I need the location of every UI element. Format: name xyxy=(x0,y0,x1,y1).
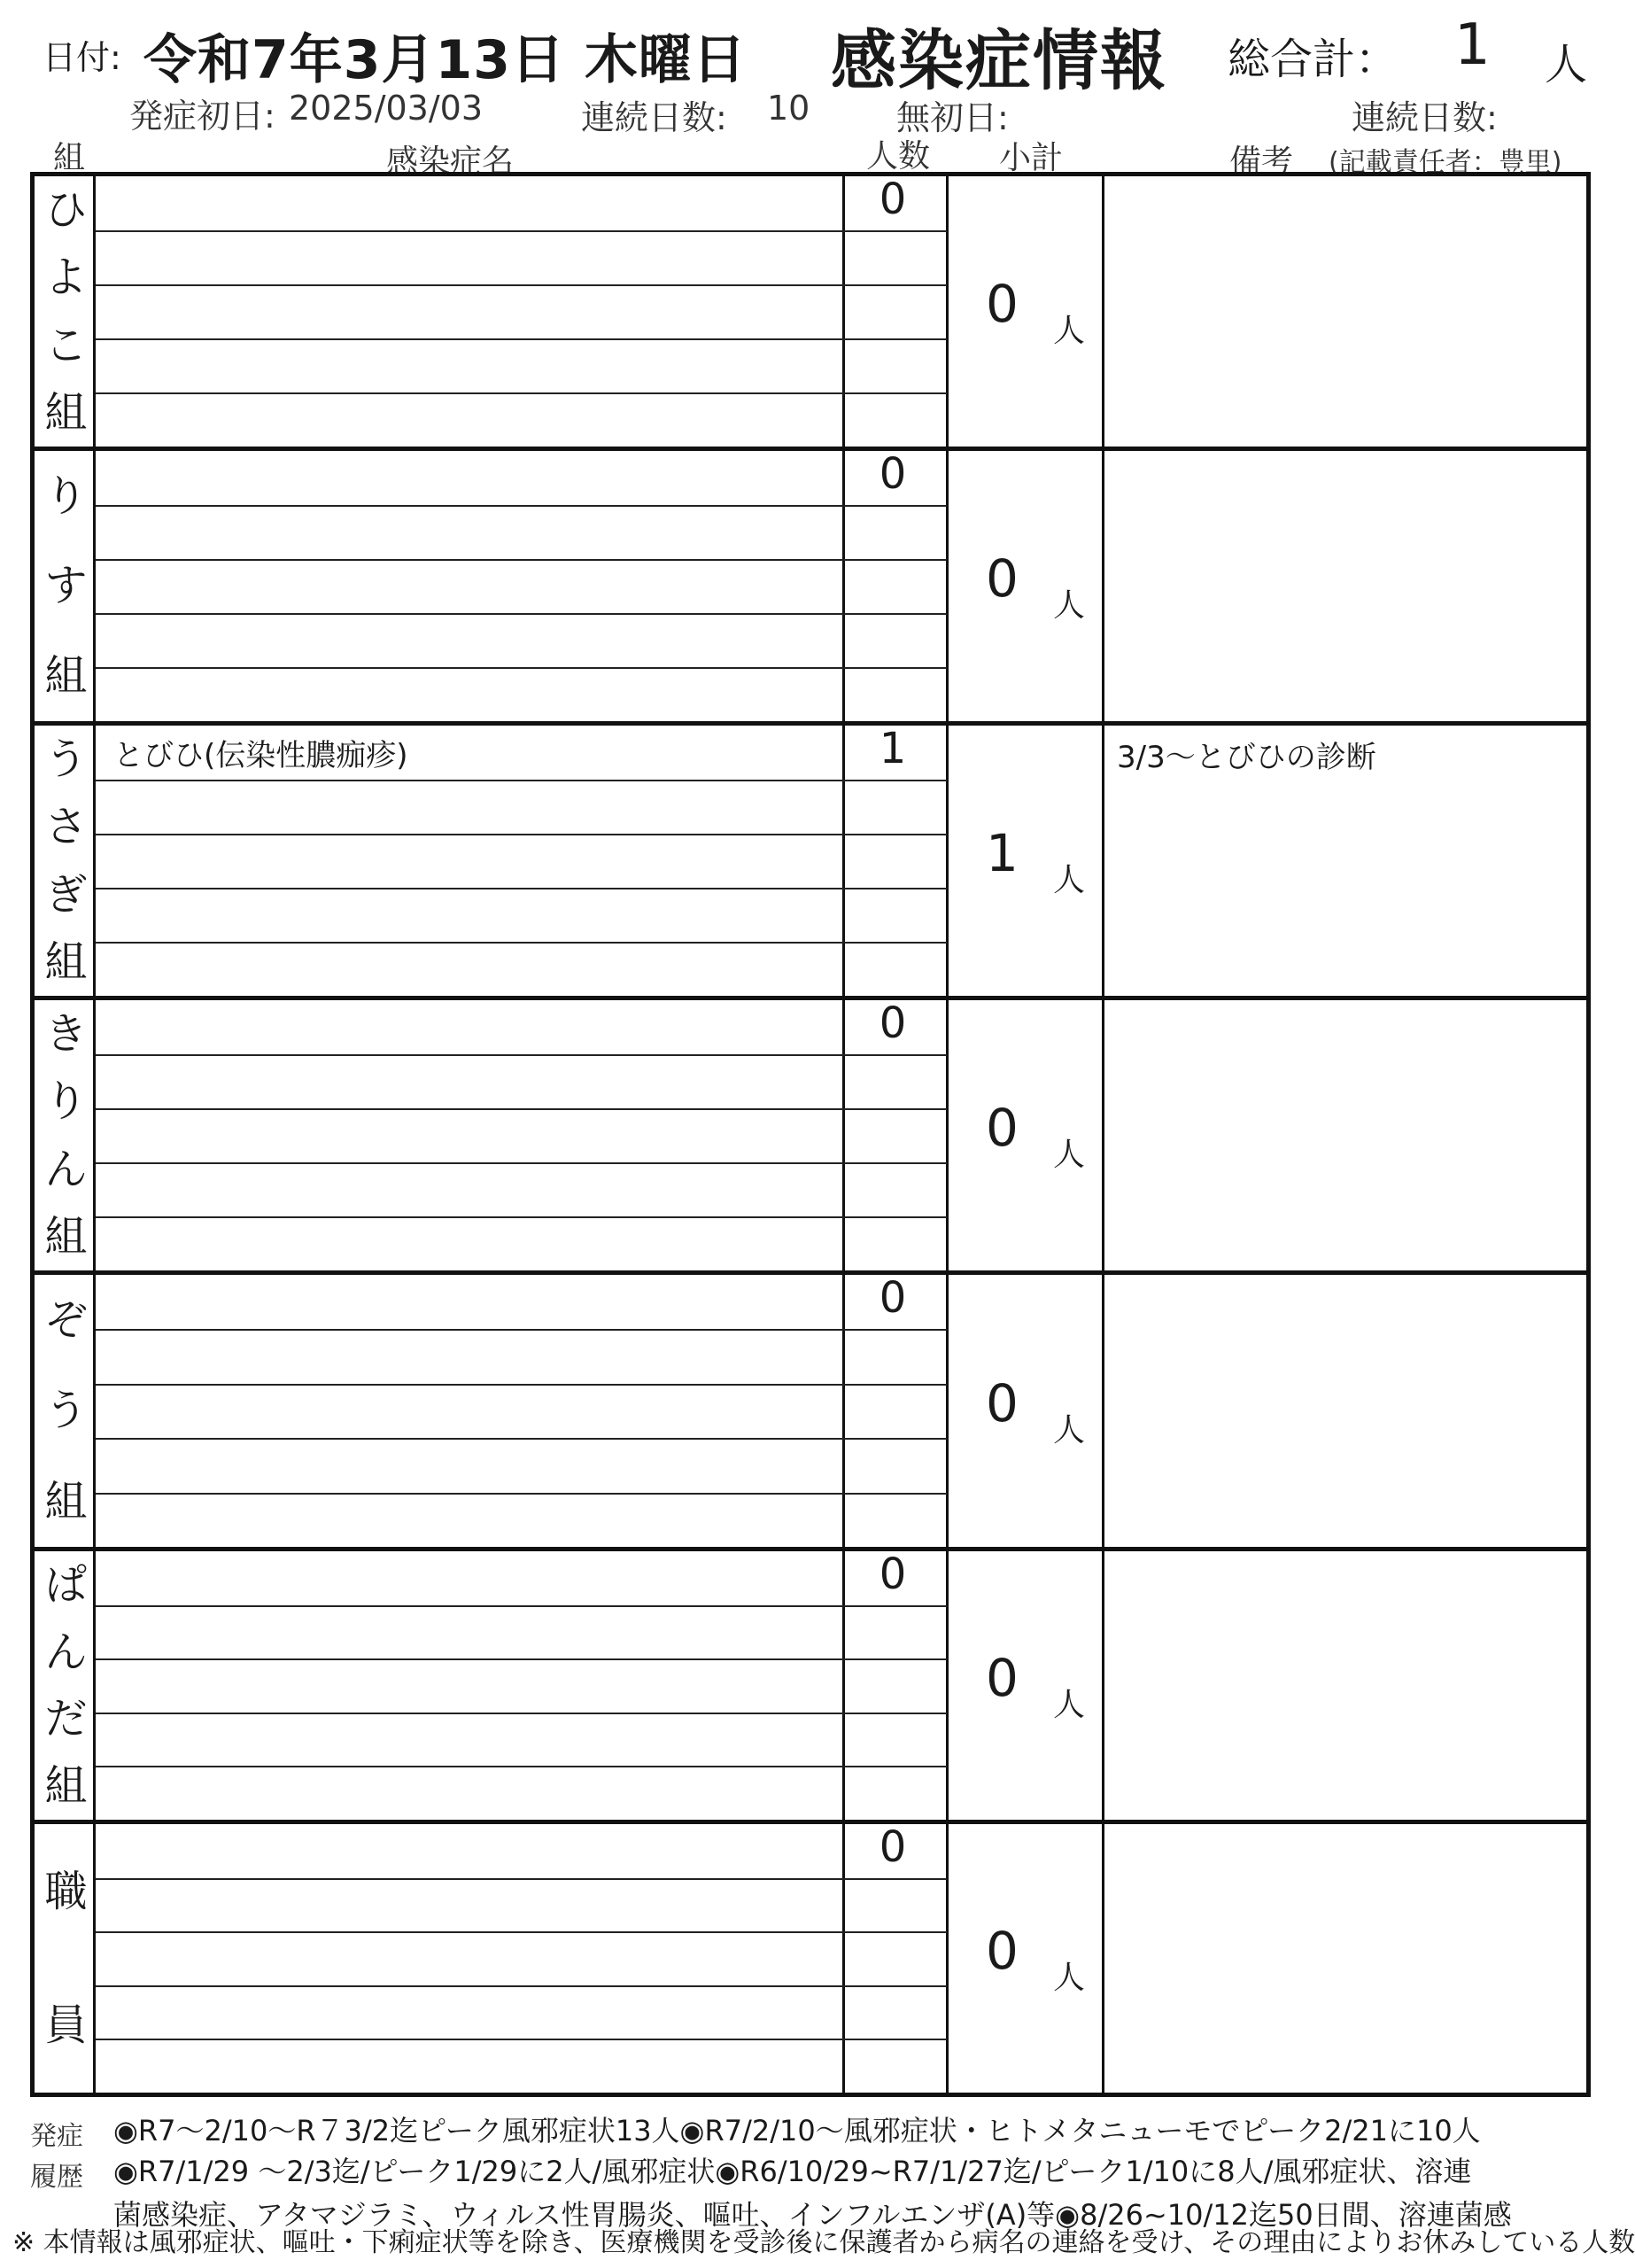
column-divider xyxy=(1102,1000,1104,1270)
column-divider xyxy=(1102,726,1104,996)
col-group: 組 xyxy=(53,140,86,176)
group-name-char: さ xyxy=(44,802,88,852)
row-line xyxy=(96,1329,947,1331)
row-line xyxy=(96,1493,947,1495)
group-name-char: ん xyxy=(44,1627,88,1677)
group-name-char: ぞ xyxy=(44,1295,88,1346)
row-line xyxy=(96,1438,947,1440)
group-name-char: り xyxy=(44,1076,88,1127)
group-section xyxy=(30,1270,1591,1551)
column-divider xyxy=(1102,451,1104,721)
total-unit: 人 xyxy=(1545,40,1588,89)
group-section xyxy=(30,721,1591,1000)
total-value: 1 xyxy=(1454,12,1491,78)
footer-label-history: 履歴 xyxy=(30,2162,83,2193)
footer-history-line-1: ◉R7〜2/10〜R７3/2迄ピーク風邪症状13人◉R7/2/10〜風邪症状・ヒトメタニューモでピーク2/21に10人 xyxy=(113,2114,1481,2148)
report-date: 令和7年3月13日 木曜日 xyxy=(143,29,747,91)
case-count: 0 xyxy=(879,1550,907,1599)
col-subtotal: 小計 xyxy=(999,140,1064,176)
group-name-char: 職 xyxy=(44,1866,88,1916)
col-recorder: (記載責任者：豊里) xyxy=(1329,147,1562,178)
subtotal-unit: 人 xyxy=(1053,313,1086,349)
group-name-char: 組 xyxy=(44,651,88,702)
date-label: 日付: xyxy=(43,38,121,77)
remark-text: 3/3〜とびひの診断 xyxy=(1117,740,1376,775)
group-name xyxy=(35,176,97,447)
footer-history-line-3: 菌感染症、アタマジラミ、ウィルス性胃腸炎、嘔吐、インフルエンザ(A)等◉8/26~10/12迄50日間、溶連菌感 xyxy=(113,2198,1512,2232)
group-name xyxy=(35,1275,97,1547)
group-name-char: 組 xyxy=(44,1211,88,1262)
group-section xyxy=(30,996,1591,1275)
row-line xyxy=(96,667,947,669)
row-line xyxy=(96,1985,947,1987)
row-line xyxy=(96,613,947,615)
row-line xyxy=(96,1054,947,1056)
case-count: 1 xyxy=(879,724,907,773)
subtotal-unit: 人 xyxy=(1053,862,1086,898)
col-remarks: 備考 xyxy=(1229,144,1294,180)
row-line xyxy=(96,392,947,394)
group-name xyxy=(35,1824,97,2093)
subtotal-value: 0 xyxy=(986,1648,1019,1708)
row-line xyxy=(96,1605,947,1607)
row-line xyxy=(96,1931,947,1933)
group-name-char: 組 xyxy=(44,1476,88,1526)
infection-table xyxy=(30,172,1591,2093)
column-divider xyxy=(946,1551,949,1820)
row-line xyxy=(96,1162,947,1164)
subtotal-unit: 人 xyxy=(1053,1137,1086,1173)
column-divider xyxy=(946,1000,949,1270)
case-count: 0 xyxy=(879,1822,907,1872)
group-name-char: き xyxy=(44,1009,88,1060)
row-line xyxy=(96,1878,947,1880)
footer-history-line-2: ◉R7/1/29 〜2/3迄/ピーク1/29に2人/風邪症状◉R6/10/29~R7/1/27迄/ピーク1/10に8人/風邪症状、溶連 xyxy=(113,2155,1472,2188)
case-count: 0 xyxy=(879,998,907,1048)
column-divider xyxy=(1102,176,1104,447)
subtotal-unit: 人 xyxy=(1053,587,1086,624)
row-line xyxy=(96,1713,947,1714)
total-label: 総合計： xyxy=(1228,35,1399,84)
col-disease: 感染症名 xyxy=(386,144,515,180)
column-divider xyxy=(946,451,949,721)
consecutive-days-value: 10 xyxy=(767,89,810,128)
group-section xyxy=(30,447,1591,726)
disease-name: とびひ(伝染性膿痂疹) xyxy=(113,738,408,773)
footer-note: ※ 本情報は風邪症状、嘔吐・下痢症状等を除き、医療機関を受診後に保護者から病名の連絡を受け、その理由によりお休みしている人数 xyxy=(12,2227,1635,2258)
row-line xyxy=(96,230,947,232)
case-count: 0 xyxy=(879,449,907,499)
onset-date: 2025/03/03 xyxy=(289,89,484,128)
subtotal-value: 1 xyxy=(986,823,1019,883)
page-title: 感染症情報 xyxy=(831,23,1167,99)
row-line xyxy=(96,284,947,286)
column-divider xyxy=(946,726,949,996)
group-section xyxy=(30,1547,1591,1824)
column-divider xyxy=(946,176,949,447)
row-line xyxy=(96,942,947,944)
row-line xyxy=(96,780,947,781)
row-line xyxy=(96,1766,947,1767)
none-first-day-label: 無初日: xyxy=(896,98,1009,137)
row-line xyxy=(96,834,947,835)
row-line xyxy=(96,1216,947,1218)
col-count: 人数 xyxy=(866,138,931,175)
group-name-char: 組 xyxy=(44,1761,88,1812)
row-line xyxy=(96,2039,947,2040)
subtotal-value: 0 xyxy=(986,274,1019,334)
column-divider xyxy=(946,1824,949,2093)
group-name-char: り xyxy=(44,470,88,521)
column-divider xyxy=(1102,1824,1104,2093)
column-divider xyxy=(1102,1275,1104,1547)
group-section xyxy=(30,172,1591,451)
subtotal-unit: 人 xyxy=(1053,1412,1086,1449)
column-divider xyxy=(946,1275,949,1547)
row-line xyxy=(96,559,947,561)
subtotal-unit: 人 xyxy=(1053,1960,1086,1996)
subtotal-unit: 人 xyxy=(1053,1687,1086,1723)
group-name xyxy=(35,1551,97,1820)
group-name-char: ん xyxy=(44,1144,88,1194)
group-name-char: よ xyxy=(44,252,88,303)
subtotal-value: 0 xyxy=(986,1921,1019,1981)
group-section xyxy=(30,1820,1591,2097)
row-line xyxy=(96,888,947,889)
row-line xyxy=(96,1384,947,1386)
subtotal-value: 0 xyxy=(986,1373,1019,1433)
consecutive-days-label-2: 連続日数: xyxy=(1352,98,1498,137)
group-name-char: だ xyxy=(44,1694,88,1744)
case-count: 0 xyxy=(879,175,907,224)
group-name-char: 員 xyxy=(44,2000,88,2051)
group-name-char: 組 xyxy=(44,936,88,987)
group-name-char: こ xyxy=(44,320,88,370)
footer-label-onset: 発症 xyxy=(30,2121,83,2152)
consecutive-days-label: 連続日数: xyxy=(581,98,727,137)
row-line xyxy=(96,338,947,340)
group-name-char: ぱ xyxy=(44,1559,88,1610)
row-line xyxy=(96,1658,947,1660)
group-name-char: う xyxy=(44,1386,88,1436)
group-name-char: ぎ xyxy=(44,869,88,920)
onset-label: 発症初日: xyxy=(129,97,275,136)
row-line xyxy=(96,505,947,507)
subtotal-value: 0 xyxy=(986,548,1019,609)
case-count: 0 xyxy=(879,1273,907,1323)
group-name xyxy=(35,451,97,721)
group-name-char: ひ xyxy=(44,185,88,236)
group-name-char: う xyxy=(44,734,88,785)
group-name xyxy=(35,726,97,996)
column-divider xyxy=(1102,1551,1104,1820)
group-name-char: 組 xyxy=(44,387,88,438)
group-name xyxy=(35,1000,97,1270)
group-name-char: す xyxy=(44,561,88,611)
subtotal-value: 0 xyxy=(986,1098,1019,1158)
row-line xyxy=(96,1108,947,1110)
